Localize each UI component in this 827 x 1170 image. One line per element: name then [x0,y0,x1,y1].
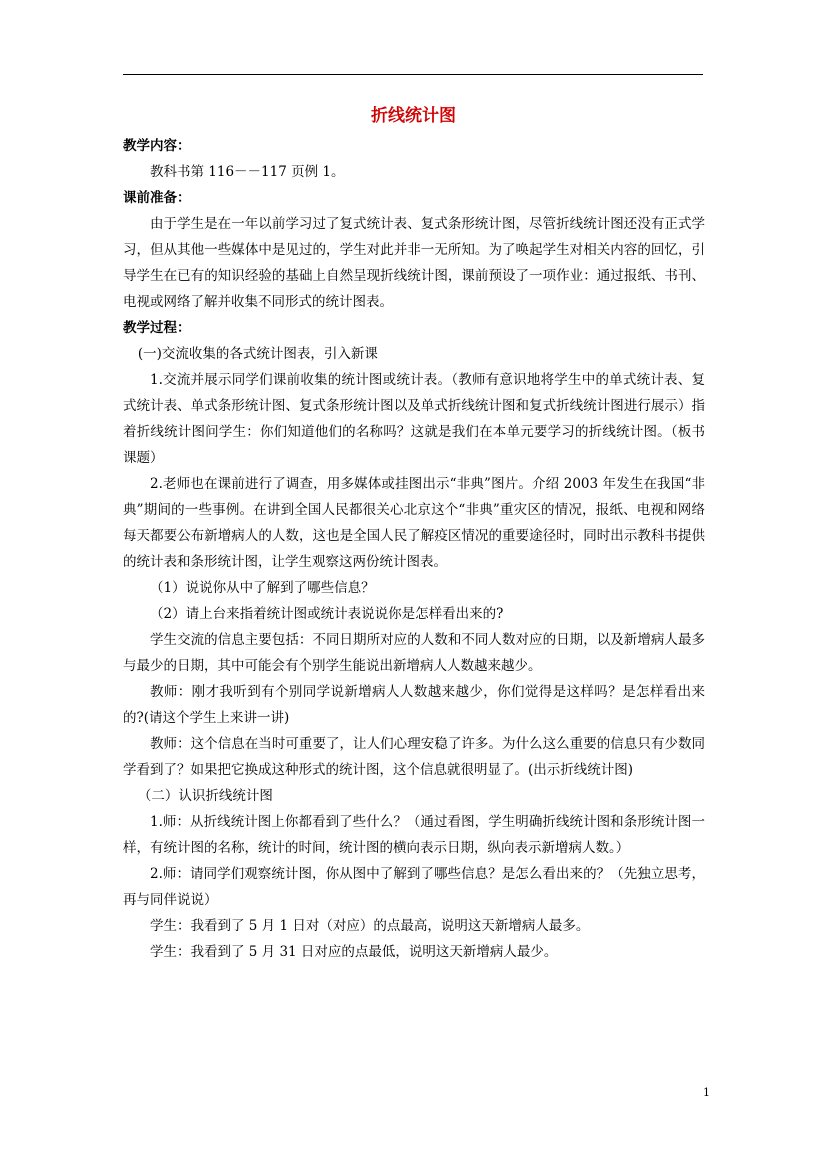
content-text: 教科书第 116－－117 页例 1。 [150,164,345,180]
paragraph: 1.师：从折线统计图上你都看到了些什么？（通过看图，学生明确折线统计图和条形统计图一样，有统计图的名称，统计的时间，统计图的横向表示日期，纵向表示新增病人数。） [123,814,705,856]
paragraph: 学生：我看到了 5 月 31 日对应的点最低，说明这天新增病人最少。 [150,944,558,960]
paragraph: 1.交流并展示同学们课前收集的统计图或统计表。（教师有意识地将学生中的单式统计表、复式统计表、单式条形统计图、复式条形统计图以及单式折线统计图和复式折线统计图进行展示）指着折线统计图问学生：你们知道他们的名称吗？这就是我们在本单元要学习的折线统计图。（板书课题） [123,372,705,466]
paragraph: 学生交流的信息主要包括：不同日期所对应的人数和不同人数对应的日期，以及新增病人最多与最少的日期，其中可能会有个别学生能说出新增病人人数越来越少。 [123,632,705,674]
document-body [123,133,705,965]
prep-text: 由于学生是在一年以前学习过了复式统计表、复式条形统计图，尽管折线统计图还没有正式学习，但从其他一些媒体中是见过的，学生对此并非一无所知。为了唤起学生对相关内容的回忆，引导学生在已有的知识经验的基础上自然呈现折线统计图，课前预设了一项作业：通过报纸、书刊、电视或网络了解并收集不同形式的统计图表。 [123,216,705,310]
paragraph: 教师：这个信息在当时可重要了，让人们心理安稳了许多。为什么这么重要的信息只有少数同学看到了？如果把它换成这种形式的统计图，这个信息就很明显了。(出示折线统计图) [123,736,705,778]
section-heading-2: （二）认识折线统计图 [137,788,273,804]
paragraph: （2）请上台来指着统计图或统计表说说你是怎样看出来的? [150,606,504,622]
paragraph: 2.老师也在课前进行了调查，用多媒体或挂图出示“非典”图片。介绍 2003 年发生在我国“非典”期间的一些事例。在讲到全国人民都很关心北京这个“非典”重灾区的情况，报纸、电视和网络每天都要公布新增病人的人数，这也是全国人民了解疫区情况的重要途径时，同时出示教科书提供的统计表和条形统计图，让学生观察这两份统计图表。 [123,476,705,570]
paragraph: 2.师：请同学们观察统计图，你从图中了解到了哪些信息？是怎么看出来的？（先独立思考，再与同伴说说） [123,866,705,908]
page-number: 1 [703,1086,710,1099]
prep-heading: 课前准备： [123,190,191,206]
paragraph: 教师：刚才我听到有个别同学说新增病人人数越来越少，你们觉得是这样吗？是怎样看出来的?(请这个学生上来讲一讲) [123,684,705,726]
document-title: 折线统计图 [371,106,456,126]
paragraph: 学生：我看到了 5 月 1 日对（对应）的点最高，说明这天新增病人最多。 [150,918,590,934]
section-heading-1: (一)交流收集的各式统计图表，引入新课 [137,346,378,362]
process-heading: 教学过程： [123,320,191,336]
content-heading: 教学内容： [123,138,191,154]
header-rule [123,74,703,75]
paragraph: （1）说说你从中了解到了哪些信息？ [150,580,375,596]
